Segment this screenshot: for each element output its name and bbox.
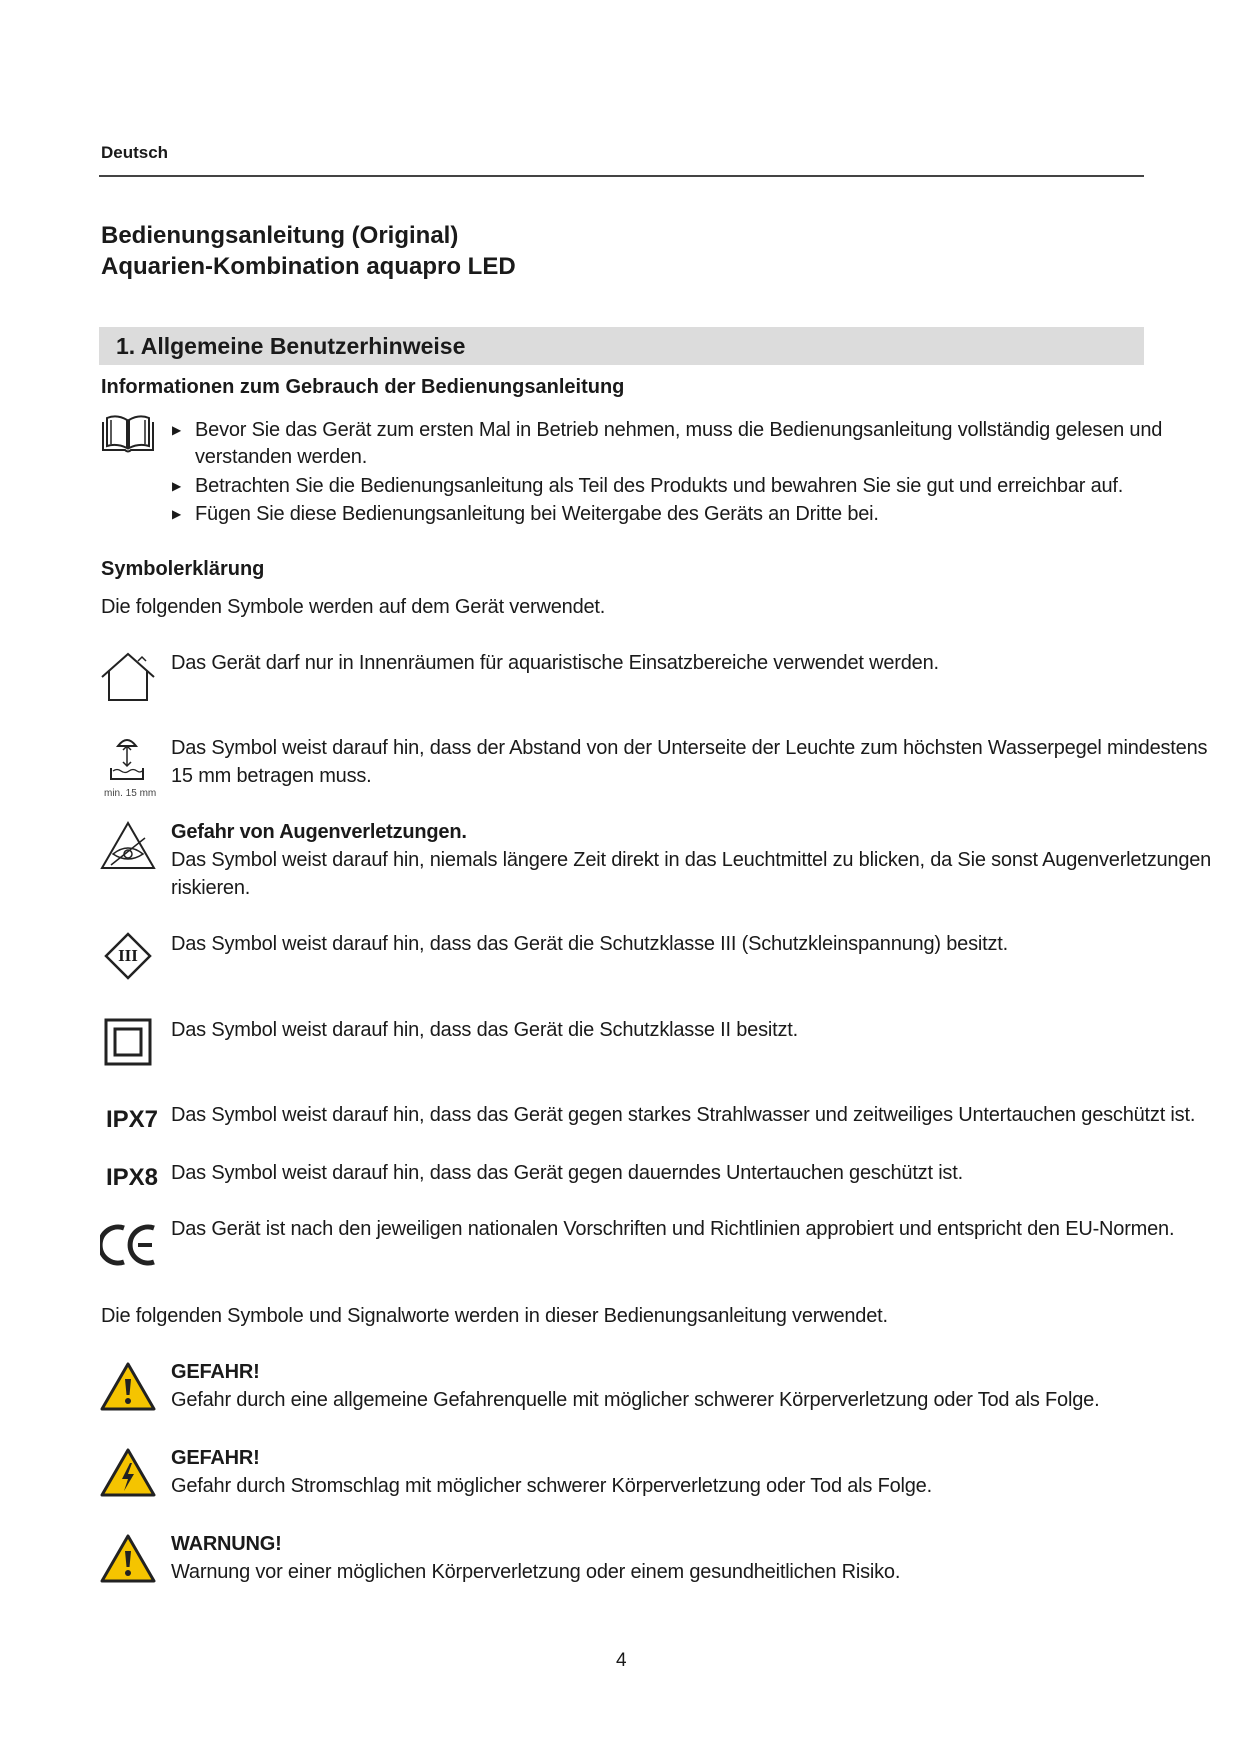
symbols-heading: Symbolerklärung [101, 558, 265, 580]
signal-word-1: GEFAHR! [171, 1361, 260, 1383]
indoor-description: Das Gerät darf nur in Innenräumen für aquaristische Einsatzbereiche verwendet werden. [171, 652, 939, 674]
class3-description: Das Symbol weist darauf hin, dass das Gerät die Schutzklasse III (Schutzkleinspannung) besitzt. [171, 933, 1008, 955]
eye-hazard-icon [99, 820, 157, 872]
class2-description: Das Symbol weist darauf hin, dass das Gerät die Schutzklasse II besitzt. [171, 1019, 799, 1041]
usage-bullet-1-cont: verstanden werden. [195, 446, 368, 468]
document-subtitle: Aquarien-Kombination aquapro LED [101, 253, 516, 280]
usage-info-heading: Informationen zum Gebrauch der Bedienungsanleitung [101, 376, 625, 398]
indoor-house-icon [100, 651, 156, 703]
eye-hazard-description-2: riskieren. [171, 877, 251, 899]
signals-intro: Die folgenden Symbole und Signalworte werden in dieser Bedienungsanleitung verwendet. [101, 1305, 888, 1327]
min-distance-icon-label: min. 15 mm [104, 788, 157, 799]
signal-text-2: Gefahr durch Stromschlag mit möglicher schwerer Körperverletzung oder Tod als Folge. [171, 1475, 932, 1497]
ce-mark-icon [100, 1223, 158, 1267]
ipx7-description: Das Symbol weist darauf hin, dass das Gerät gegen starkes Strahlwasser und zeitweiliges Untertauchen geschützt ist. [171, 1104, 1196, 1126]
symbols-intro: Die folgenden Symbole werden auf dem Gerät verwendet. [101, 596, 606, 618]
protection-class-2-icon [104, 1018, 152, 1066]
ipx8-description: Das Symbol weist darauf hin, dass das Gerät gegen dauerndes Untertauchen geschützt ist. [171, 1162, 963, 1184]
eye-hazard-title: Gefahr von Augenverletzungen. [171, 821, 467, 843]
ipx7-label: IPX7 [106, 1106, 159, 1133]
ce-description: Das Gerät ist nach den jeweiligen nationalen Vorschriften und Richtlinien approbiert und entspricht den EU-Normen. [171, 1218, 1175, 1240]
page-number: 4 [616, 1650, 627, 1671]
distance-description-2: 15 mm betragen muss. [171, 765, 372, 787]
electric-shock-warning-icon [99, 1447, 157, 1499]
signal-word-2: GEFAHR! [171, 1447, 260, 1469]
usage-bullet-1: Bevor Sie das Gerät zum ersten Mal in Betrieb nehmen, muss die Bedienungsanleitung vollständig gelesen und [195, 419, 1163, 441]
bullet-marker: ▶ [172, 507, 182, 521]
usage-bullet-3: Fügen Sie diese Bedienungsanleitung bei Weitergabe des Geräts an Dritte bei. [195, 503, 879, 525]
signal-text-1: Gefahr durch eine allgemeine Gefahrenquelle mit möglicher schwerer Körperverletzung oder Tod als Folge. [171, 1389, 1100, 1411]
signal-word-3: WARNUNG! [171, 1533, 282, 1555]
general-hazard-warning-icon [99, 1361, 157, 1413]
eye-hazard-description-1: Das Symbol weist darauf hin, niemals längere Zeit direkt in das Leuchtmittel zu blicken, da Sie sonst Augenverletzungen [171, 849, 1212, 871]
protection-class-3-icon-label: III [118, 946, 138, 965]
document-title: Bedienungsanleitung (Original) [101, 222, 459, 249]
usage-bullet-2: Betrachten Sie die Bedienungsanleitung als Teil des Produkts und bewahren Sie sie gut und erreichbar auf. [195, 475, 1124, 497]
bullet-marker: ▶ [172, 423, 182, 437]
language-label: Deutsch [101, 143, 169, 162]
bullet-marker: ▶ [172, 479, 182, 493]
distance-description-1: Das Symbol weist darauf hin, dass der Abstand von der Unterseite der Leuchte zum höchsten Wasserpegel mindestens [171, 737, 1208, 759]
book-icon [99, 412, 157, 454]
min-distance-icon [104, 734, 150, 782]
section-heading: 1. Allgemeine Benutzerhinweise [116, 333, 466, 359]
warning-icon [99, 1533, 157, 1585]
header-rule [99, 175, 1144, 177]
signal-text-3: Warnung vor einer möglichen Körperverletzung oder einem gesundheitlichen Risiko. [171, 1561, 901, 1583]
protection-class-3-icon [104, 932, 152, 980]
ipx8-label: IPX8 [106, 1164, 159, 1191]
